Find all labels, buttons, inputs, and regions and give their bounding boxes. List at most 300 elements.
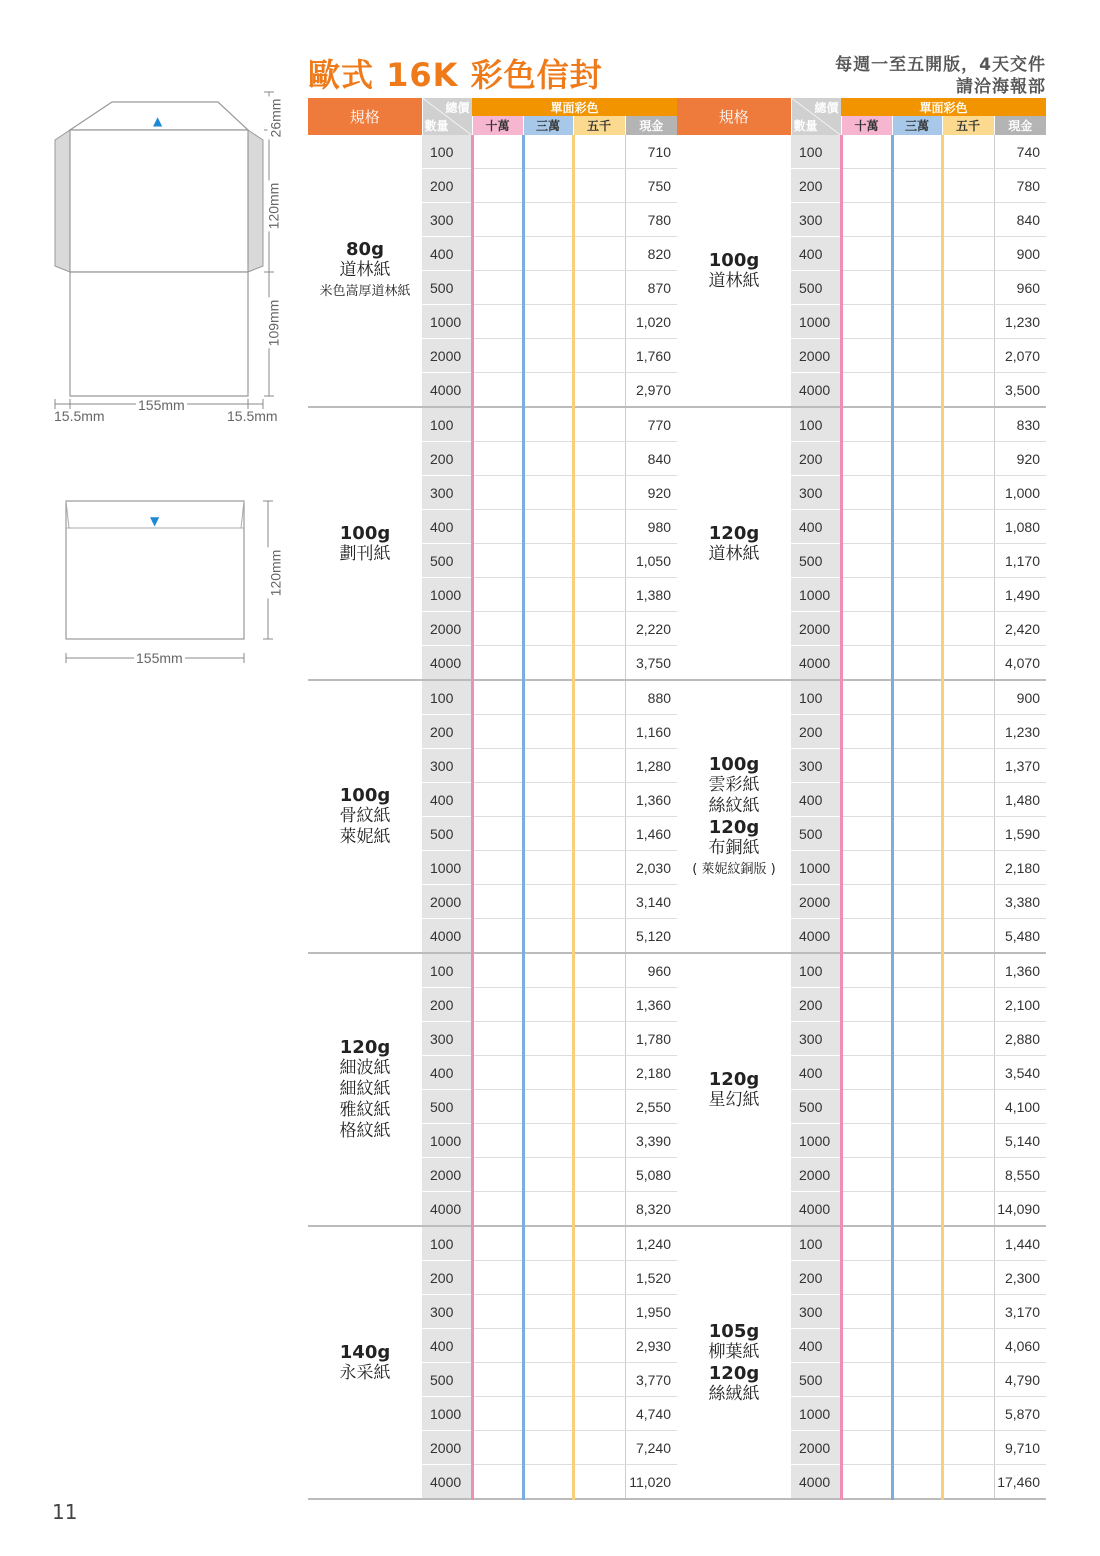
spec-line: 永采紙 bbox=[339, 1362, 391, 1383]
price-cash-cell: 3,500 bbox=[994, 373, 1046, 408]
price-5k-cell bbox=[942, 407, 994, 442]
price-30k-cell bbox=[523, 237, 573, 271]
price-30k-cell bbox=[523, 715, 573, 749]
price-100k-cell bbox=[472, 953, 523, 988]
price-5k-cell bbox=[942, 135, 994, 169]
table-row bbox=[677, 680, 1046, 715]
price-100k-cell bbox=[841, 339, 892, 373]
price-30k-cell bbox=[892, 442, 942, 476]
price-cash-cell: 2,300 bbox=[994, 1261, 1046, 1295]
price-30k-cell bbox=[892, 1329, 942, 1363]
price-cash-cell: 9,710 bbox=[994, 1431, 1046, 1465]
quantity-cell: 400 bbox=[422, 783, 472, 817]
spec-line: 100g bbox=[708, 753, 760, 775]
quantity-cell: 2000 bbox=[422, 1431, 472, 1465]
price-5k-cell bbox=[573, 169, 625, 203]
price-30k-cell bbox=[523, 1192, 573, 1227]
price-30k-cell bbox=[892, 510, 942, 544]
quantity-cell: 200 bbox=[791, 442, 841, 476]
quantity-cell: 100 bbox=[422, 1226, 472, 1261]
price-30k-cell bbox=[523, 1329, 573, 1363]
price-30k-cell bbox=[523, 305, 573, 339]
price-30k-cell bbox=[523, 783, 573, 817]
price-100k-cell bbox=[472, 680, 523, 715]
quantity-cell: 500 bbox=[791, 544, 841, 578]
quantity-cell: 500 bbox=[422, 1090, 472, 1124]
price-5k-cell bbox=[573, 271, 625, 305]
price-table-left bbox=[308, 98, 677, 1500]
price-100k-cell bbox=[841, 1158, 892, 1192]
price-100k-cell bbox=[841, 407, 892, 442]
price-cash-cell: 17,460 bbox=[994, 1465, 1046, 1500]
price-100k-cell bbox=[841, 1329, 892, 1363]
spec-subnote: ( 萊妮紋銅版 ) bbox=[692, 861, 776, 877]
price-cash-cell: 3,770 bbox=[625, 1363, 677, 1397]
price-30k-cell bbox=[892, 817, 942, 851]
price-100k-cell bbox=[472, 578, 523, 612]
quantity-cell: 2000 bbox=[791, 885, 841, 919]
price-30k-cell bbox=[892, 339, 942, 373]
price-100k-cell bbox=[472, 1192, 523, 1227]
price-5k-cell bbox=[942, 1022, 994, 1056]
price-30k-cell bbox=[523, 1124, 573, 1158]
price-100k-cell bbox=[841, 203, 892, 237]
price-100k-cell bbox=[841, 1397, 892, 1431]
quantity-cell: 4000 bbox=[791, 919, 841, 954]
quantity-cell: 100 bbox=[422, 135, 472, 169]
quantity-cell: 400 bbox=[422, 1329, 472, 1363]
quantity-cell: 1000 bbox=[791, 851, 841, 885]
spec-line: 道林紙 bbox=[339, 260, 391, 280]
spec-line: 劃刊紙 bbox=[339, 543, 391, 564]
quantity-cell: 1000 bbox=[422, 1124, 472, 1158]
price-5k-cell bbox=[573, 817, 625, 851]
price-5k-cell bbox=[573, 1363, 625, 1397]
quantity-cell: 1000 bbox=[422, 578, 472, 612]
contact-note: 請洽海報部 bbox=[956, 77, 1046, 97]
price-100k-cell bbox=[472, 135, 523, 169]
quantity-cell: 4000 bbox=[791, 646, 841, 681]
price-cash-cell: 780 bbox=[625, 203, 677, 237]
spec-line: 80g bbox=[346, 239, 384, 260]
price-cash-cell: 1,280 bbox=[625, 749, 677, 783]
table-row bbox=[677, 953, 1046, 988]
price-30k-cell bbox=[892, 612, 942, 646]
table-row bbox=[308, 1226, 677, 1261]
price-30k-cell bbox=[523, 1261, 573, 1295]
quantity-cell: 1000 bbox=[791, 305, 841, 339]
spec-cell bbox=[308, 407, 422, 680]
price-cash-cell: 4,100 bbox=[994, 1090, 1046, 1124]
dim-side-left: 15.5mm bbox=[54, 408, 105, 424]
price-5k-cell bbox=[573, 407, 625, 442]
price-100k-cell bbox=[472, 1295, 523, 1329]
quantity-cell: 300 bbox=[422, 203, 472, 237]
price-cash-cell: 1,780 bbox=[625, 1022, 677, 1056]
quantity-cell: 200 bbox=[422, 715, 472, 749]
price-30k-cell bbox=[523, 510, 573, 544]
dim-body-height: 120mm bbox=[265, 182, 282, 230]
price-5k-cell bbox=[573, 510, 625, 544]
dim-top-flap: 26mm bbox=[267, 98, 284, 138]
price-100k-cell bbox=[841, 305, 892, 339]
price-cash-cell: 710 bbox=[625, 135, 677, 169]
price-5k-cell bbox=[573, 1124, 625, 1158]
price-100k-cell bbox=[841, 1022, 892, 1056]
header-100k: 十萬 bbox=[472, 116, 523, 135]
table-row bbox=[308, 135, 677, 169]
price-cash-cell: 2,550 bbox=[625, 1090, 677, 1124]
header-cash: 現金 bbox=[994, 116, 1046, 135]
price-5k-cell bbox=[942, 1261, 994, 1295]
price-5k-cell bbox=[942, 1295, 994, 1329]
spec-line: 柳葉紙 bbox=[708, 1341, 760, 1362]
price-100k-cell bbox=[841, 988, 892, 1022]
price-100k-cell bbox=[841, 1192, 892, 1227]
spec-line: 絲紋紙 bbox=[708, 795, 760, 816]
quantity-cell: 300 bbox=[791, 203, 841, 237]
price-30k-cell bbox=[892, 1295, 942, 1329]
price-5k-cell bbox=[573, 988, 625, 1022]
price-5k-cell bbox=[573, 203, 625, 237]
price-cash-cell: 8,550 bbox=[994, 1158, 1046, 1192]
quantity-cell: 200 bbox=[791, 988, 841, 1022]
price-100k-cell bbox=[841, 544, 892, 578]
price-cash-cell: 1,460 bbox=[625, 817, 677, 851]
price-cash-cell: 1,240 bbox=[625, 1226, 677, 1261]
price-5k-cell bbox=[942, 817, 994, 851]
spec-line: 100g bbox=[708, 249, 760, 271]
price-5k-cell bbox=[942, 885, 994, 919]
price-cash-cell: 3,140 bbox=[625, 885, 677, 919]
price-100k-cell bbox=[472, 373, 523, 408]
price-cash-cell: 1,360 bbox=[625, 988, 677, 1022]
price-cash-cell: 5,080 bbox=[625, 1158, 677, 1192]
price-100k-cell bbox=[472, 1465, 523, 1500]
dim-width: 155mm bbox=[138, 397, 185, 413]
price-100k-cell bbox=[472, 1056, 523, 1090]
price-100k-cell bbox=[472, 237, 523, 271]
price-100k-cell bbox=[841, 1363, 892, 1397]
price-100k-cell bbox=[472, 749, 523, 783]
quantity-cell: 400 bbox=[791, 237, 841, 271]
price-cash-cell: 5,480 bbox=[994, 919, 1046, 954]
price-cash-cell: 960 bbox=[625, 953, 677, 988]
price-5k-cell bbox=[573, 135, 625, 169]
price-cash-cell: 840 bbox=[994, 203, 1046, 237]
price-100k-cell bbox=[472, 646, 523, 681]
price-30k-cell bbox=[523, 1295, 573, 1329]
price-30k-cell bbox=[892, 1431, 942, 1465]
price-100k-cell bbox=[472, 476, 523, 510]
price-30k-cell bbox=[523, 1431, 573, 1465]
price-100k-cell bbox=[841, 749, 892, 783]
quantity-cell: 300 bbox=[422, 476, 472, 510]
price-30k-cell bbox=[892, 203, 942, 237]
price-cash-cell: 960 bbox=[994, 271, 1046, 305]
header-quantity: 數量 bbox=[793, 119, 818, 133]
quantity-cell: 4000 bbox=[422, 646, 472, 681]
price-100k-cell bbox=[472, 817, 523, 851]
price-30k-cell bbox=[523, 1465, 573, 1500]
price-5k-cell bbox=[942, 1158, 994, 1192]
price-5k-cell bbox=[573, 1465, 625, 1500]
price-30k-cell bbox=[523, 373, 573, 408]
spec-cell bbox=[677, 680, 791, 953]
price-100k-cell bbox=[472, 988, 523, 1022]
price-30k-cell bbox=[523, 339, 573, 373]
spec-line: 絲絨紙 bbox=[708, 1383, 760, 1404]
price-5k-cell bbox=[942, 1124, 994, 1158]
price-30k-cell bbox=[892, 1226, 942, 1261]
price-cash-cell: 1,370 bbox=[994, 749, 1046, 783]
price-cash-cell: 820 bbox=[625, 237, 677, 271]
price-5k-cell bbox=[942, 1465, 994, 1500]
price-100k-cell bbox=[841, 1056, 892, 1090]
price-5k-cell bbox=[942, 1056, 994, 1090]
price-30k-cell bbox=[892, 169, 942, 203]
spec-line: 120g bbox=[708, 816, 760, 838]
price-5k-cell bbox=[573, 1295, 625, 1329]
price-5k-cell bbox=[573, 851, 625, 885]
quantity-cell: 400 bbox=[791, 510, 841, 544]
price-cash-cell: 1,590 bbox=[994, 817, 1046, 851]
quantity-cell: 300 bbox=[791, 476, 841, 510]
price-100k-cell bbox=[472, 1397, 523, 1431]
quantity-cell: 2000 bbox=[422, 339, 472, 373]
header-total: 總價 bbox=[814, 101, 839, 115]
quantity-cell: 4000 bbox=[791, 1465, 841, 1500]
header-total-quantity bbox=[422, 98, 472, 135]
price-30k-cell bbox=[523, 885, 573, 919]
price-5k-cell bbox=[573, 1022, 625, 1056]
price-5k-cell bbox=[573, 305, 625, 339]
price-100k-cell bbox=[841, 578, 892, 612]
price-30k-cell bbox=[892, 305, 942, 339]
price-5k-cell bbox=[573, 953, 625, 988]
price-cash-cell: 1,490 bbox=[994, 578, 1046, 612]
quantity-cell: 100 bbox=[422, 953, 472, 988]
price-100k-cell bbox=[472, 715, 523, 749]
price-cash-cell: 1,440 bbox=[994, 1226, 1046, 1261]
price-100k-cell bbox=[841, 1261, 892, 1295]
price-100k-cell bbox=[472, 1363, 523, 1397]
price-100k-cell bbox=[841, 919, 892, 954]
price-30k-cell bbox=[892, 1090, 942, 1124]
dim2-width: 155mm bbox=[136, 650, 183, 666]
quantity-cell: 2000 bbox=[791, 612, 841, 646]
spec-line: 105g bbox=[708, 1320, 760, 1342]
price-30k-cell bbox=[523, 919, 573, 954]
price-cash-cell: 14,090 bbox=[994, 1192, 1046, 1227]
price-100k-cell bbox=[841, 1124, 892, 1158]
quantity-cell: 4000 bbox=[422, 373, 472, 408]
dim-side-right: 15.5mm bbox=[227, 408, 278, 424]
table-row bbox=[308, 680, 677, 715]
price-30k-cell bbox=[892, 1022, 942, 1056]
price-30k-cell bbox=[892, 680, 942, 715]
price-100k-cell bbox=[841, 237, 892, 271]
price-5k-cell bbox=[573, 612, 625, 646]
price-5k-cell bbox=[573, 680, 625, 715]
price-5k-cell bbox=[573, 919, 625, 954]
price-100k-cell bbox=[472, 407, 523, 442]
price-30k-cell bbox=[892, 578, 942, 612]
price-100k-cell bbox=[841, 680, 892, 715]
price-cash-cell: 3,170 bbox=[994, 1295, 1046, 1329]
quantity-cell: 1000 bbox=[791, 578, 841, 612]
price-30k-cell bbox=[523, 749, 573, 783]
price-5k-cell bbox=[942, 1397, 994, 1431]
price-cash-cell: 1,380 bbox=[625, 578, 677, 612]
price-100k-cell bbox=[472, 442, 523, 476]
quantity-cell: 300 bbox=[791, 1295, 841, 1329]
price-5k-cell bbox=[942, 544, 994, 578]
price-5k-cell bbox=[942, 1192, 994, 1227]
quantity-cell: 1000 bbox=[422, 851, 472, 885]
quantity-cell: 2000 bbox=[791, 1431, 841, 1465]
dim2-height: 120mm bbox=[267, 549, 284, 597]
quantity-cell: 100 bbox=[791, 135, 841, 169]
header-spec: 規格 bbox=[308, 98, 422, 135]
price-30k-cell bbox=[892, 135, 942, 169]
price-100k-cell bbox=[841, 510, 892, 544]
price-5k-cell bbox=[942, 476, 994, 510]
price-cash-cell: 1,760 bbox=[625, 339, 677, 373]
price-30k-cell bbox=[523, 1158, 573, 1192]
spec-line: 細紋紙 bbox=[339, 1079, 391, 1099]
price-100k-cell bbox=[472, 271, 523, 305]
price-30k-cell bbox=[892, 646, 942, 681]
table-row bbox=[677, 135, 1046, 169]
quantity-cell: 400 bbox=[791, 783, 841, 817]
price-100k-cell bbox=[841, 783, 892, 817]
price-30k-cell bbox=[892, 1124, 942, 1158]
price-5k-cell bbox=[573, 1397, 625, 1431]
quantity-cell: 300 bbox=[791, 749, 841, 783]
price-30k-cell bbox=[892, 919, 942, 954]
price-cash-cell: 1,230 bbox=[994, 715, 1046, 749]
price-cash-cell: 830 bbox=[994, 407, 1046, 442]
quantity-cell: 300 bbox=[422, 1022, 472, 1056]
quantity-cell: 4000 bbox=[791, 1192, 841, 1227]
price-100k-cell bbox=[841, 1431, 892, 1465]
price-cash-cell: 1,080 bbox=[994, 510, 1046, 544]
price-cash-cell: 2,220 bbox=[625, 612, 677, 646]
price-cash-cell: 1,160 bbox=[625, 715, 677, 749]
quantity-cell: 400 bbox=[791, 1329, 841, 1363]
price-30k-cell bbox=[523, 851, 573, 885]
price-30k-cell bbox=[892, 476, 942, 510]
spec-line: 120g bbox=[339, 1037, 391, 1058]
price-100k-cell bbox=[472, 1226, 523, 1261]
quantity-cell: 200 bbox=[791, 169, 841, 203]
quantity-cell: 100 bbox=[791, 407, 841, 442]
price-5k-cell bbox=[942, 953, 994, 988]
table-row bbox=[308, 407, 677, 442]
price-cash-cell: 3,380 bbox=[994, 885, 1046, 919]
price-30k-cell bbox=[523, 953, 573, 988]
price-30k-cell bbox=[523, 135, 573, 169]
price-100k-cell bbox=[841, 442, 892, 476]
spec-cell bbox=[677, 407, 791, 680]
price-cash-cell: 870 bbox=[625, 271, 677, 305]
spec-subnote: 米色嵩厚道林紙 bbox=[319, 284, 411, 299]
price-cash-cell: 1,230 bbox=[994, 305, 1046, 339]
price-5k-cell bbox=[573, 373, 625, 408]
quantity-cell: 300 bbox=[791, 1022, 841, 1056]
price-cash-cell: 740 bbox=[994, 135, 1046, 169]
price-5k-cell bbox=[573, 646, 625, 681]
price-5k-cell bbox=[942, 1090, 994, 1124]
spec-line: 細波紙 bbox=[339, 1058, 391, 1078]
price-cash-cell: 11,020 bbox=[625, 1465, 677, 1500]
price-5k-cell bbox=[942, 169, 994, 203]
price-30k-cell bbox=[892, 373, 942, 408]
price-5k-cell bbox=[573, 544, 625, 578]
price-cash-cell: 4,070 bbox=[994, 646, 1046, 681]
spec-line: 120g bbox=[708, 522, 760, 544]
quantity-cell: 500 bbox=[791, 1090, 841, 1124]
price-100k-cell bbox=[472, 305, 523, 339]
spec-line: 格紋紙 bbox=[339, 1121, 391, 1141]
price-cash-cell: 2,880 bbox=[994, 1022, 1046, 1056]
spec-line: 骨紋紙 bbox=[339, 806, 391, 826]
price-30k-cell bbox=[523, 646, 573, 681]
quantity-cell: 400 bbox=[791, 1056, 841, 1090]
price-100k-cell bbox=[472, 169, 523, 203]
price-100k-cell bbox=[841, 169, 892, 203]
quantity-cell: 100 bbox=[422, 407, 472, 442]
header-5k: 五千 bbox=[942, 116, 994, 135]
price-100k-cell bbox=[472, 510, 523, 544]
price-cash-cell: 880 bbox=[625, 680, 677, 715]
spec-line: 道林紙 bbox=[708, 543, 760, 564]
price-cash-cell: 770 bbox=[625, 407, 677, 442]
quantity-cell: 500 bbox=[791, 271, 841, 305]
price-5k-cell bbox=[573, 442, 625, 476]
price-100k-cell bbox=[841, 612, 892, 646]
quantity-cell: 100 bbox=[422, 680, 472, 715]
price-30k-cell bbox=[523, 271, 573, 305]
price-100k-cell bbox=[472, 851, 523, 885]
quantity-cell: 500 bbox=[422, 544, 472, 578]
page-title: 歐式 16K 彩色信封 bbox=[308, 56, 603, 94]
price-5k-cell bbox=[942, 919, 994, 954]
price-30k-cell bbox=[523, 203, 573, 237]
price-100k-cell bbox=[841, 1090, 892, 1124]
price-100k-cell bbox=[841, 135, 892, 169]
price-5k-cell bbox=[942, 749, 994, 783]
price-30k-cell bbox=[523, 1226, 573, 1261]
price-100k-cell bbox=[472, 919, 523, 954]
schedule-note: 每週一至五開版，4天交件 bbox=[835, 55, 1046, 75]
price-100k-cell bbox=[841, 817, 892, 851]
quantity-cell: 400 bbox=[422, 510, 472, 544]
price-cash-cell: 5,870 bbox=[994, 1397, 1046, 1431]
price-30k-cell bbox=[892, 407, 942, 442]
price-100k-cell bbox=[472, 1022, 523, 1056]
quantity-cell: 400 bbox=[422, 1056, 472, 1090]
price-5k-cell bbox=[573, 1158, 625, 1192]
price-5k-cell bbox=[942, 988, 994, 1022]
price-5k-cell bbox=[573, 1090, 625, 1124]
price-30k-cell bbox=[523, 578, 573, 612]
price-5k-cell bbox=[942, 578, 994, 612]
spec-line: 雲彩紙 bbox=[708, 774, 760, 795]
table-row bbox=[308, 953, 677, 988]
price-30k-cell bbox=[892, 1192, 942, 1227]
